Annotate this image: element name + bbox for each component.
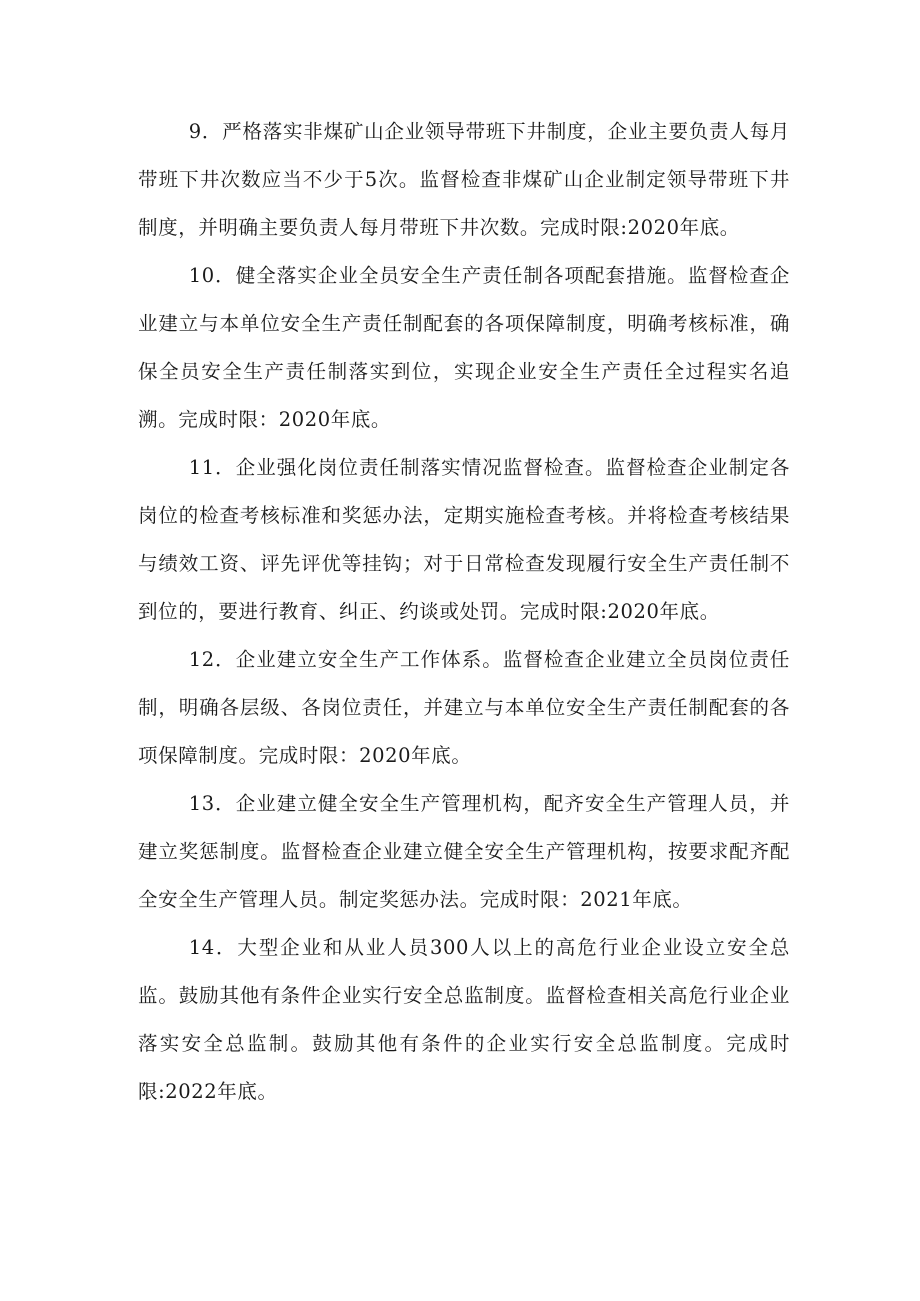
paragraph-item-9: 9．严格落实非煤矿山企业领导带班下井制度，企业主要负责人每月带班下井次数应当不少于5次。监督检查非煤矿山企业制定领导带班下井制度，并明确主要负责人每月带班下井次数。完成时限:2020年底。: [138, 120, 790, 239]
paragraph-item-12: 12．企业建立安全生产工作体系。监督检查企业建立全员岗位责任制，明确各层级、各岗位责任，并建立与本单位安全生产责任制配套的各项保障制度。完成时限：2020年底。: [138, 648, 790, 767]
paragraph-item-14: 14．大型企业和从业人员300人以上的高危行业企业设立安全总监。鼓励其他有条件企业实行安全总监制度。监督检查相关高危行业企业落实安全总监制。鼓励其他有条件的企业实行安全总监制度。完成时限:2022年底。: [138, 936, 790, 1103]
paragraph-item-11: 11．企业强化岗位责任制落实情况监督检查。监督检查企业制定各岗位的检查考核标准和奖惩办法，定期实施检查考核。并将检查考核结果与绩效工资、评先评优等挂钩；对于日常检查发现履行安全生产责任制不到位的，要进行教育、纠正、约谈或处罚。完成时限:2020年底。: [138, 456, 790, 623]
paragraph-item-10: 10．健全落实企业全员安全生产责任制各项配套措施。监督检查企业建立与本单位安全生产责任制配套的各项保障制度，明确考核标准，确保全员安全生产责任制落实到位，实现企业安全生产责任全过程实名追溯。完成时限：2020年底。: [138, 264, 790, 431]
paragraph-item-13: 13．企业建立健全安全生产管理机构，配齐安全生产管理人员，并建立奖惩制度。监督检查企业建立健全安全生产管理机构，按要求配齐配全安全生产管理人员。制定奖惩办法。完成时限：2021年底。: [138, 792, 790, 911]
document-body: [138, 108, 790, 1116]
